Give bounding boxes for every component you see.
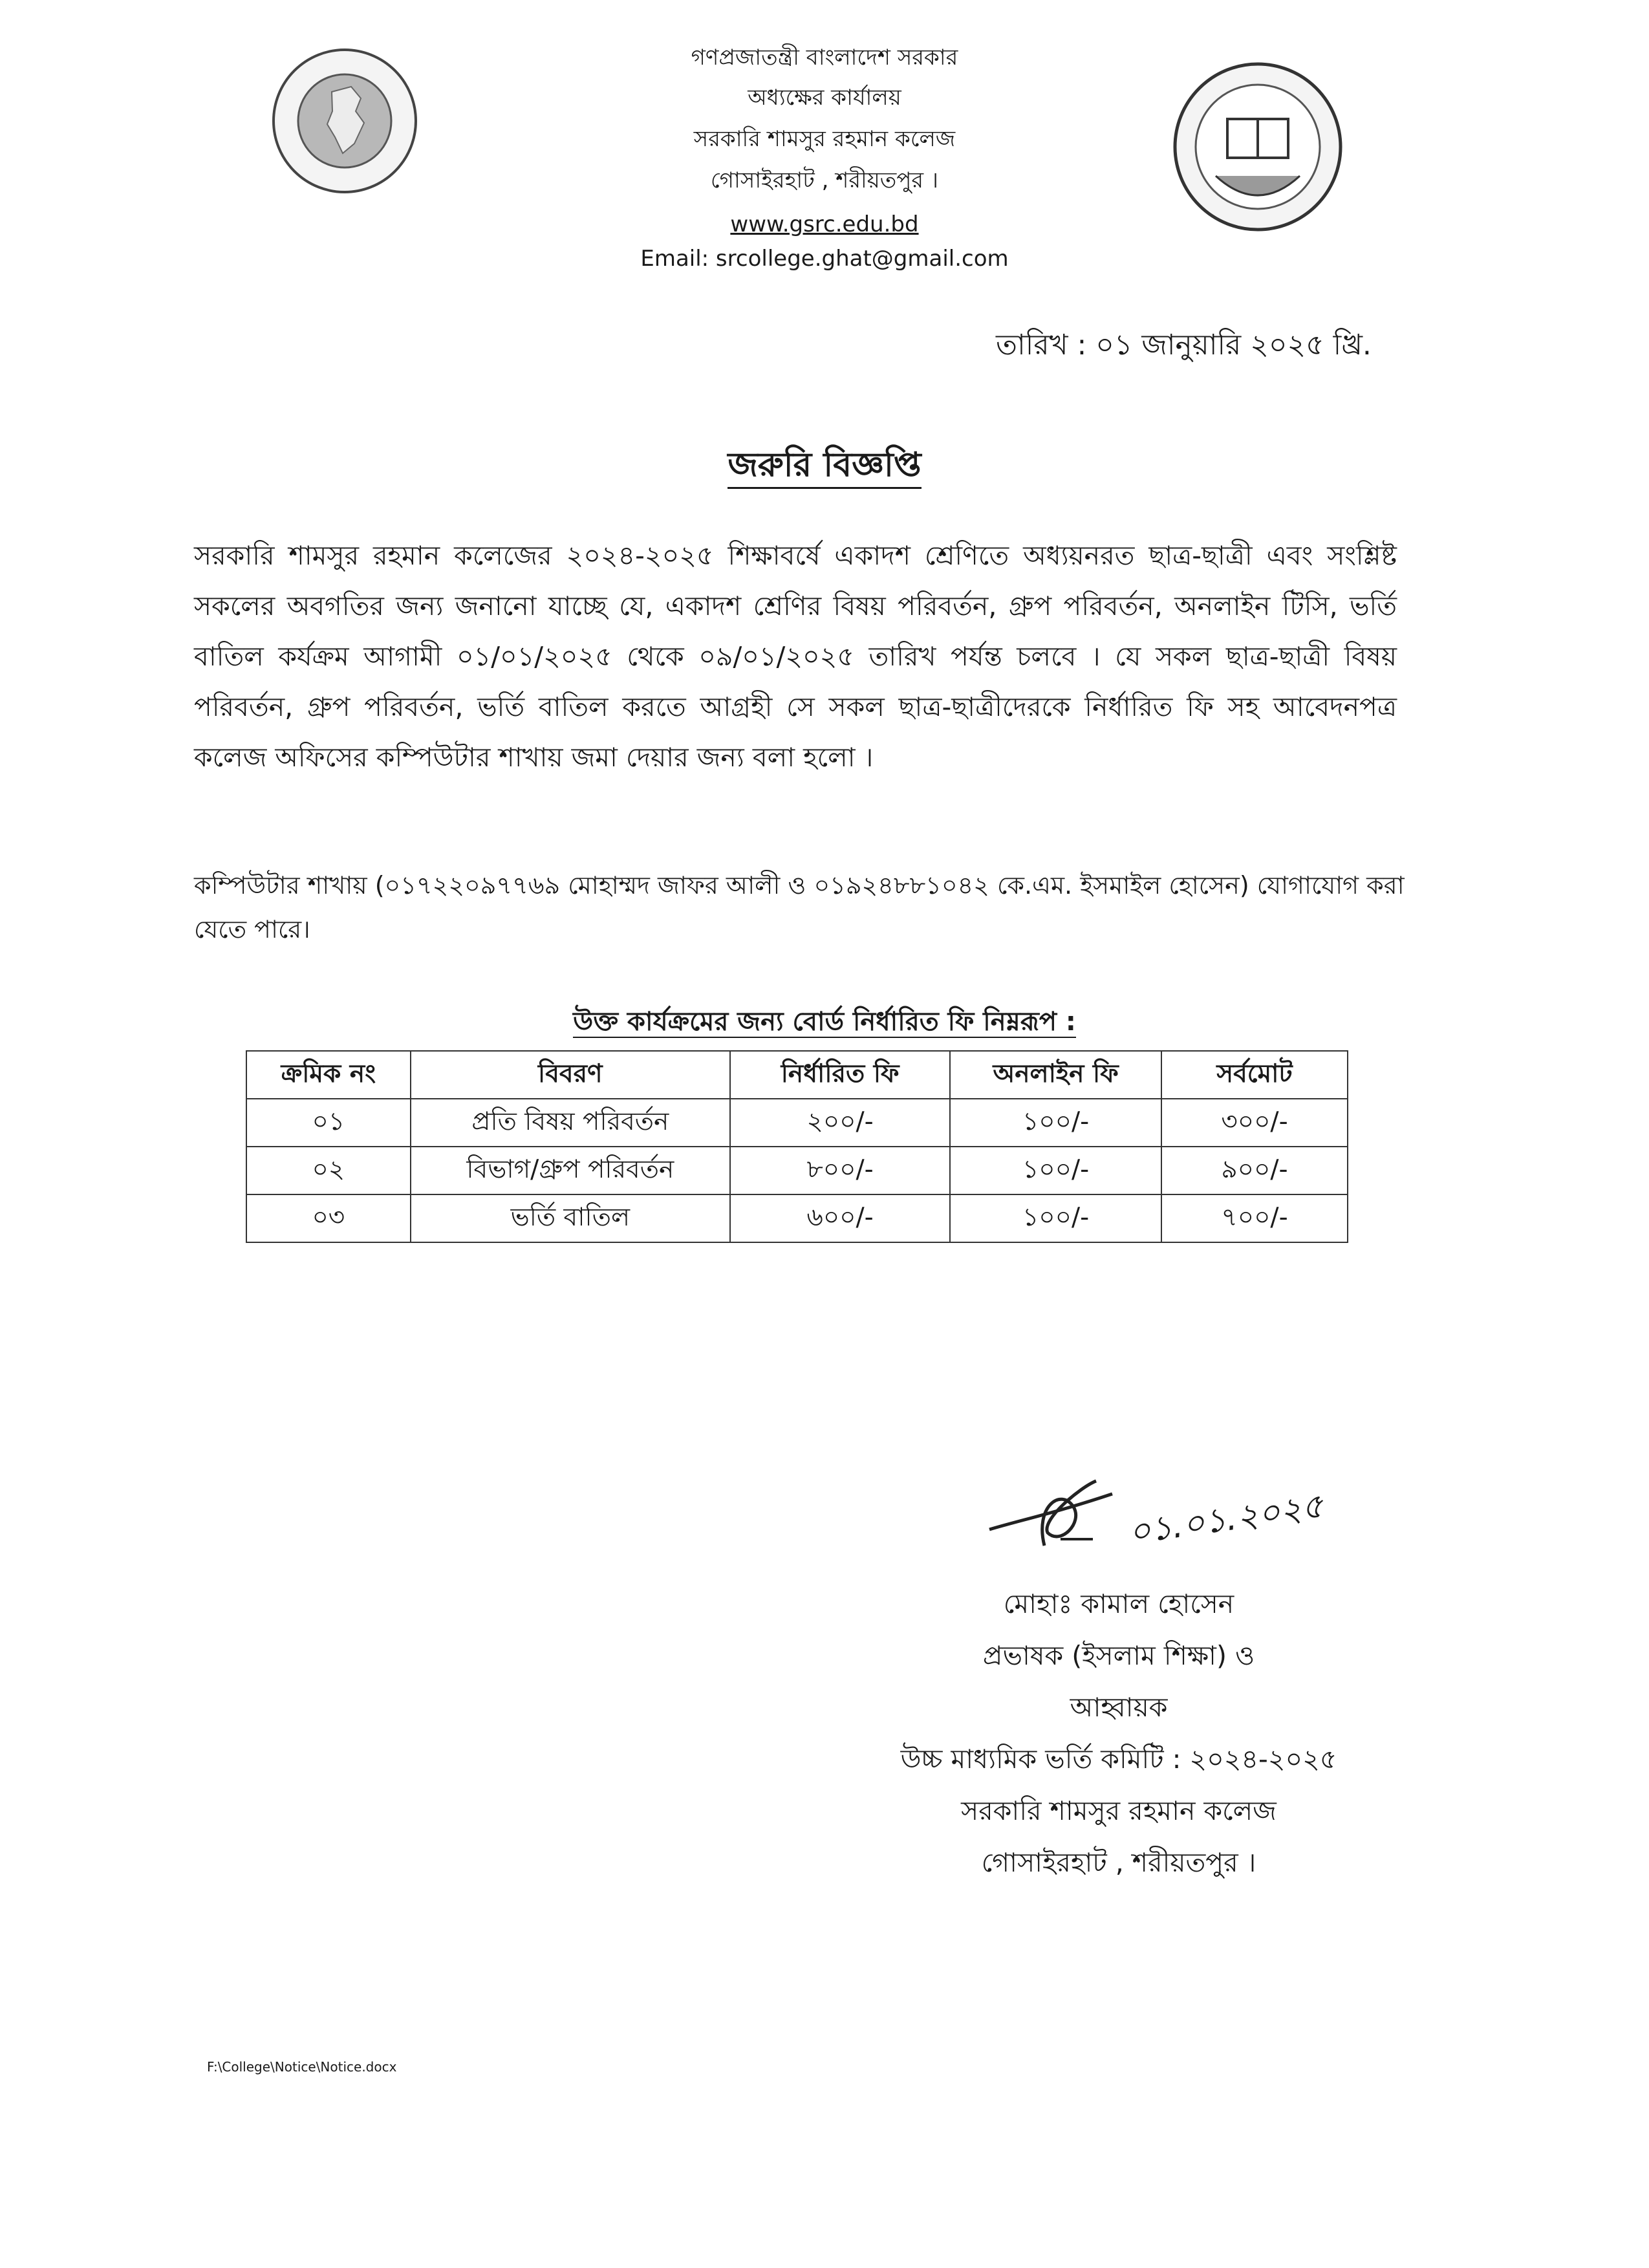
table-cell: ৮০০/-: [730, 1147, 950, 1194]
handwritten-date: ০১.০১.২০২৫: [1126, 1486, 1326, 1553]
email-text: Email: srcollege.ghat@gmail.com: [640, 246, 1009, 272]
table-row: [246, 1194, 1348, 1242]
header-line-1: গণপ্রজাতন্ত্রী বাংলাদেশ সরকার: [691, 45, 958, 70]
notice-title: জরুরি বিজ্ঞপ্তি: [727, 446, 921, 489]
signatory-address: গোসাইরহাট , শরীয়তপুর ।: [981, 1847, 1256, 1878]
fee-table-caption: উক্ত কার্যক্রমের জন্য বোর্ড নির্ধারিত ফি নিম্নরূপ :: [573, 1007, 1076, 1037]
table-cell: ১০০/-: [950, 1194, 1161, 1242]
table-cell: প্রতি বিষয় পরিবর্তন: [411, 1099, 730, 1147]
table-cell: বিভাগ/গ্রুপ পরিবর্তন: [411, 1147, 730, 1194]
table-cell: ২০০/-: [730, 1099, 950, 1147]
column-header-fixed-fee: নির্ধারিত ফি: [730, 1051, 950, 1099]
column-header-total: সর্বমোট: [1161, 1051, 1348, 1099]
signatory-designation: প্রভাষক (ইসলাম শিক্ষা) ও: [982, 1640, 1255, 1671]
table-cell: ০১: [246, 1099, 411, 1147]
signatory-college: সরকারি শামসুর রহমান কলেজ: [961, 1795, 1277, 1826]
column-header-serial: ক্রমিক নং: [246, 1051, 411, 1099]
notice-date: তারিখ : ০১ জানুয়ারি ২০২৫ খ্রি.: [996, 329, 1372, 362]
column-header-description: বিবরণ: [411, 1051, 730, 1099]
column-header-online-fee: অনলাইন ফি: [950, 1051, 1161, 1099]
file-path-footer: F:\College\Notice\Notice.docx: [207, 2059, 397, 2075]
website-link[interactable]: www.gsrc.edu.bd: [730, 211, 919, 237]
table-cell: ৯০০/-: [1161, 1147, 1348, 1194]
table-cell: ভর্তি বাতিল: [411, 1194, 730, 1242]
table-cell: ১০০/-: [950, 1147, 1161, 1194]
signature-icon: [983, 1468, 1138, 1565]
table-cell: ১০০/-: [950, 1099, 1161, 1147]
table-cell: ৩০০/-: [1161, 1099, 1348, 1147]
signatory-committee: উচ্চ মাধ্যমিক ভর্তি কমিটি : ২০২৪-২০২৫: [900, 1744, 1337, 1775]
signatory-name: মোহাঃ কামাল হোসেন: [1003, 1588, 1234, 1619]
fee-table: [246, 1050, 1348, 1243]
contact-info: কম্পিউটার শাখায় (০১৭২২০৯৭৭৬৯ মোহাম্মদ জাফর আলী ও ০১৯২৪৮৮১০৪২ কে.এম. ইসমাইল হোসেন) যোগাযোগ করা যেতে পারে।: [194, 871, 1405, 944]
table-row: [246, 1099, 1348, 1147]
table-header-row: [246, 1051, 1348, 1099]
table-cell: ০৩: [246, 1194, 411, 1242]
notice-body: সরকারি শামসুর রহমান কলেজের ২০২৪-২০২৫ শিক্ষাবর্ষে একাদশ শ্রেণিতে অধ্যয়নরত ছাত্র-ছাত্রী এবং সংশ্লিষ্ট সকলের অবগতির জন্য জনানো যাচ্ছে যে, একাদশ শ্রেণির বিষয় পরিবর্তন, গ্রুপ পরিবর্তন, অনলাইন টিসি, ভর্তি বাতিল কর্যক্রম আগামী ০১/০১/২০২৫ থেকে ০৯/০১/২০২৫ তারিখ পর্যন্ত চলবে । যে সকল ছাত্র-ছাত্রী বিষয় পরিবর্তন, গ্রুপ পরিবর্তন, ভর্তি বাতিল করতে আগ্রহী সে সকল ছাত্র-ছাত্রীদেরকে নির্ধারিত ফি সহ আবেদনপত্র কলেজ অফিসের কম্পিউটার শাখায় জমা দেয়ার জন্য বলা হলো ।: [194, 540, 1397, 773]
signatory-role: আহ্বায়ক: [1070, 1692, 1168, 1723]
signature-mark: [983, 1468, 1138, 1565]
table-cell: ০২: [246, 1147, 411, 1194]
header-line-2: অধ্যক্ষের কার্যালয়: [748, 85, 901, 111]
table-row: [246, 1147, 1348, 1194]
table-cell: ৬০০/-: [730, 1194, 950, 1242]
header-line-3: সরকারি শামসুর রহমান কলেজ: [693, 126, 956, 152]
header-line-4: গোসাইরহাট , শরীয়তপুর ।: [710, 167, 939, 193]
table-cell: ৭০০/-: [1161, 1194, 1348, 1242]
